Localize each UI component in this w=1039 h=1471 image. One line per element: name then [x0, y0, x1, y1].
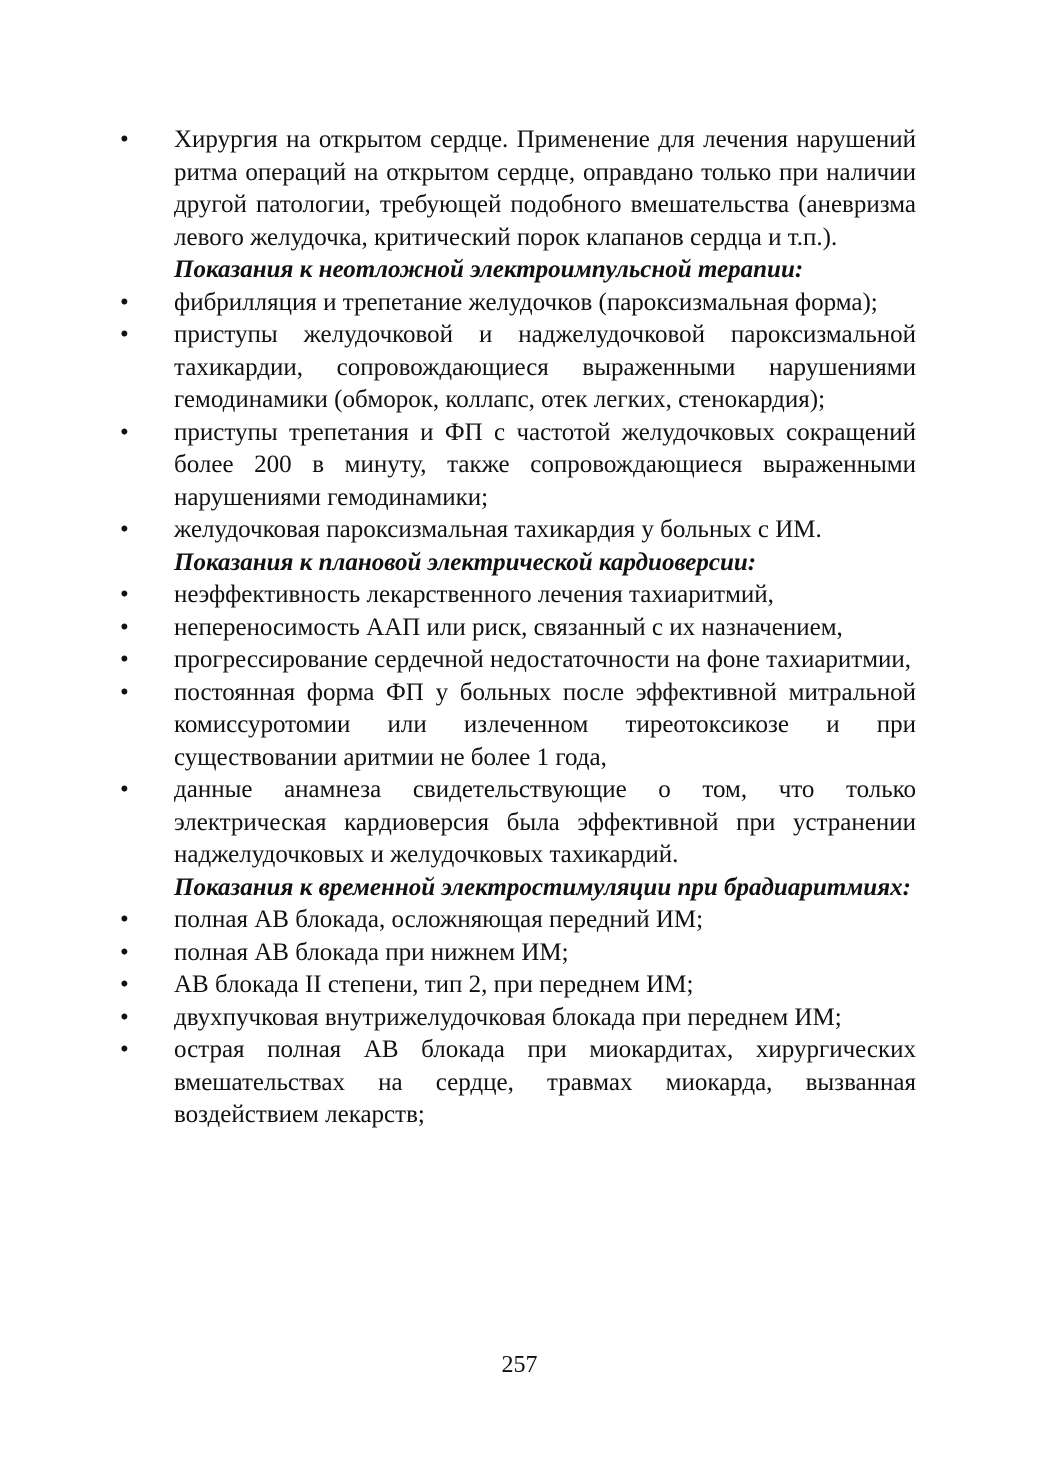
bullet-marker: • [120, 906, 129, 933]
list-item [118, 677, 916, 775]
list-item [118, 1034, 916, 1132]
section-heading: Показания к временной электростимуляции при брадиаритмиях: [174, 873, 911, 901]
list-item [118, 124, 916, 254]
list-item [118, 774, 916, 872]
list-item [118, 579, 916, 612]
list-item [118, 417, 916, 515]
bullet-marker: • [120, 288, 129, 316]
bullet-marker: • [120, 613, 129, 641]
section-heading: Показания к неотложной электроимпульсной терапии: [174, 256, 804, 283]
list-item-text: полная АВ блокада при нижнем ИМ; [174, 938, 569, 966]
bullet-marker: • [120, 776, 129, 803]
list-item [118, 937, 916, 970]
list-item-text: данные анамнеза свидетельствующие о том, что только электрическая кардиоверсия была эффективной при устранении наджелудочковых и желудочковых тахикардий. [174, 776, 916, 868]
bullet-marker: • [120, 516, 129, 543]
list-item-text: постоянная форма ФП у больных после эффективной митральной комиссуротомии или излеченном тиреотоксикозе и при существовании аритмии не более 1 года, [174, 678, 916, 771]
list-item-text: приступы желудочковой и наджелудочковой пароксизмальной тахикардии, сопровождающиеся выраженными нарушениями гемодинамики (обморок, коллапс, отек легких, стенокардия); [174, 321, 916, 413]
list-item [118, 904, 916, 937]
page-body [118, 124, 916, 1132]
list-item-text: желудочковая пароксизмальная тахикардия у больных с ИМ. [174, 516, 822, 543]
list-item-text: приступы трепетания и ФП с частотой желудочковых сокращений более 200 в минуту, также сопровождающиеся выраженными нарушениями гемодинамики; [174, 418, 916, 511]
list-item-text: фибрилляция и трепетание желудочков (пароксизмальная форма); [174, 288, 878, 316]
list-item-text: неэффективность лекарственного лечения тахиаритмий, [174, 581, 774, 608]
bullet-marker: • [120, 1036, 129, 1063]
bullet-marker: • [120, 418, 129, 446]
list-item-text: прогрессирование сердечной недостаточности на фоне тахиаритмии, [174, 646, 912, 673]
bullet-marker: • [120, 581, 129, 608]
bullet-marker: • [120, 126, 129, 153]
list-item-text: полная АВ блокада, осложняющая передний ИМ; [174, 906, 704, 933]
list-item [118, 644, 916, 677]
bullet-marker: • [120, 938, 129, 966]
bullet-marker: • [120, 971, 129, 998]
page-number: 257 [501, 1352, 538, 1378]
bullet-marker: • [120, 1003, 129, 1031]
bullet-marker: • [120, 678, 129, 706]
list-item-text: непереносимость ААП или риск, связанный с их назначением, [174, 613, 843, 641]
list-item [118, 514, 916, 547]
list-item-text: двухпучковая внутрижелудочковая блокада при переднем ИМ; [174, 1003, 842, 1031]
list-item-text: острая полная АВ блокада при миокардитах, хирургических вмешательствах на сердце, травмах миокарда, вызванная воздействием лекарств; [174, 1036, 916, 1128]
list-item [118, 969, 916, 1002]
list-item [118, 612, 916, 645]
list-item [118, 287, 916, 320]
bullet-marker: • [120, 646, 129, 673]
list-item-text: Хирургия на открытом сердце. Применение для лечения нарушений ритма операций на открытом сердце, оправдано только при наличии другой патологии, требующей подобного вмешательства (аневризма левого желудочка, критический порок клапанов сердца и т.п.). [174, 126, 916, 251]
list-item [118, 319, 916, 417]
section-heading: Показания к плановой электрической кардиоверсии: [174, 548, 757, 576]
list-item [118, 1002, 916, 1035]
list-item-text: АВ блокада II степени, тип 2, при переднем ИМ; [174, 971, 694, 998]
bullet-marker: • [120, 321, 129, 348]
